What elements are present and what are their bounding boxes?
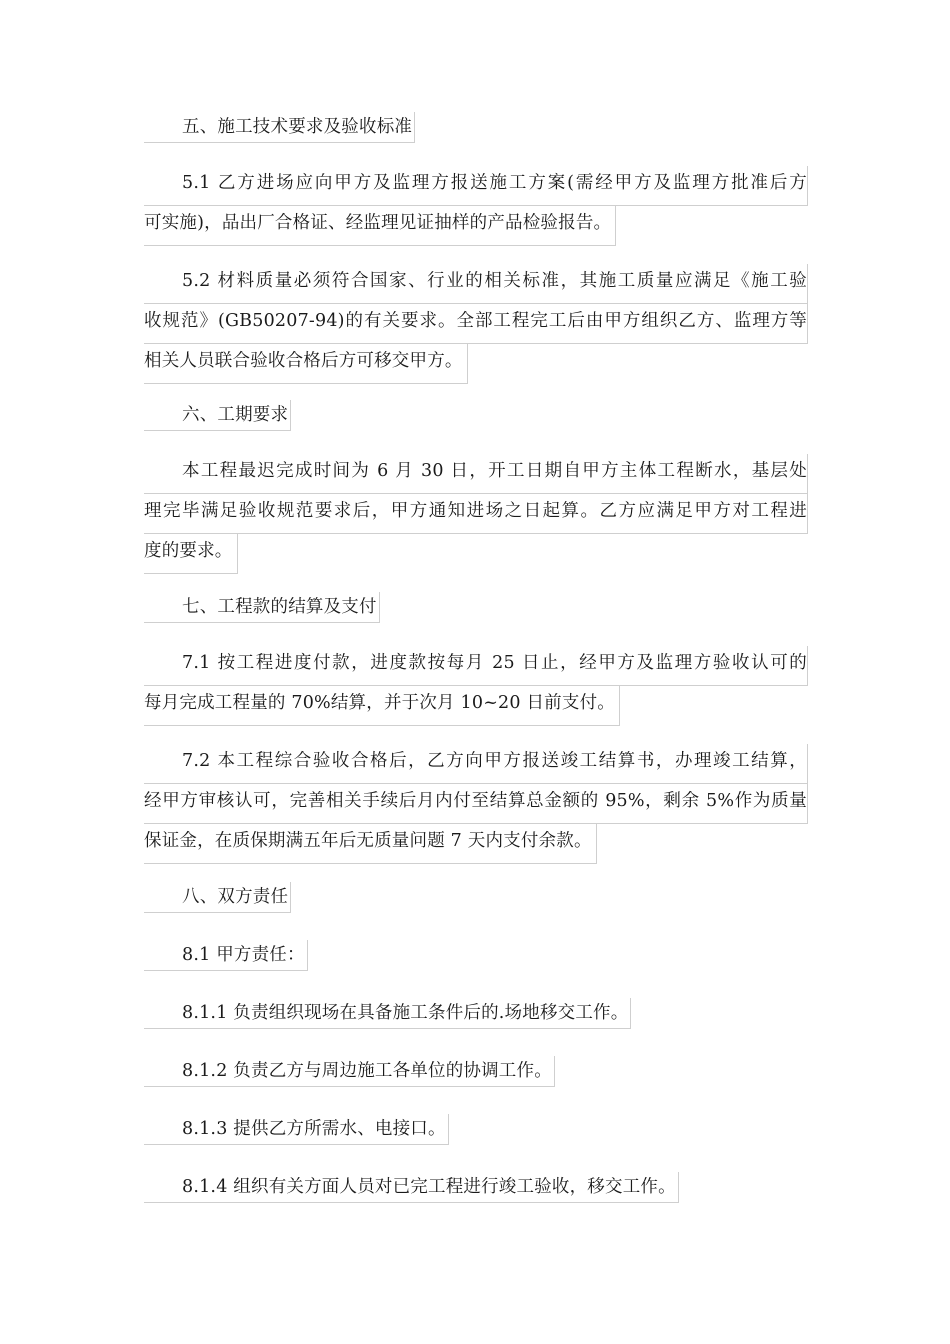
paragraph-7-2-line-3: 保证金，在质保期满五年后无质量问题 7 天内支付余款。 xyxy=(144,824,597,864)
section-7-heading-text: 七、工程款的结算及支付 xyxy=(182,597,377,617)
paragraph-5-1 xyxy=(144,166,808,251)
paragraph-5-2-line-1: 5.2 材料质量必须符合国家、行业的相关标准，其施工质量应满足《施工验 xyxy=(144,264,808,304)
clause-8-1-3-text: 8.1.3 提供乙方所需水、电接口。 xyxy=(182,1119,446,1139)
paragraph-7-2 xyxy=(144,744,808,869)
clause-8-1-3 xyxy=(144,1114,449,1145)
section-5-heading-text: 五、施工技术要求及验收标准 xyxy=(182,117,413,137)
clause-8-1-1 xyxy=(144,998,631,1029)
paragraph-6-line-2: 理完毕满足验收规范要求后，甲方通知进场之日起算。乙方应满足甲方对工程进 xyxy=(144,494,808,534)
section-6-heading xyxy=(144,400,291,431)
paragraph-5-2-line-2: 收规范》(GB50207-94)的有关要求。全部工程完工后由甲方组织乙方、监理方等 xyxy=(144,304,808,344)
clause-8-1 xyxy=(144,940,308,971)
paragraph-6-line-1: 本工程最迟完成时间为 6 月 30 日，开工日期自甲方主体工程断水，基层处 xyxy=(144,454,808,494)
paragraph-7-1-line-1: 7.1 按工程进度付款，进度款按每月 25 日止，经甲方及监理方验收认可的 xyxy=(144,646,808,686)
paragraph-5-1-line-1: 5.1 乙方进场应向甲方及监理方报送施工方案(需经甲方及监理方批准后方 xyxy=(144,166,808,206)
paragraph-6-line-3: 度的要求。 xyxy=(144,534,238,574)
section-7-heading xyxy=(144,592,380,623)
paragraph-5-2-line-3: 相关人员联合验收合格后方可移交甲方。 xyxy=(144,344,468,384)
clause-8-1-2 xyxy=(144,1056,555,1087)
section-5-heading xyxy=(144,112,415,143)
paragraph-5-1-line-2: 可实施)，品出厂合格证、经监理见证抽样的产品检验报告。 xyxy=(144,206,616,246)
paragraph-7-1-line-2: 每月完成工程量的 70%结算，并于次月 10~20 日前支付。 xyxy=(144,686,620,726)
paragraph-5-2 xyxy=(144,264,808,389)
paragraph-7-2-line-2: 经甲方审核认可，完善相关手续后月内付至结算总金额的 95%，剩余 5%作为质量 xyxy=(144,784,808,824)
clause-8-1-text: 8.1 甲方责任： xyxy=(182,945,305,965)
paragraph-7-2-line-1: 7.2 本工程综合验收合格后，乙方向甲方报送竣工结算书，办理竣工结算， xyxy=(144,744,808,784)
paragraph-6 xyxy=(144,454,808,579)
paragraph-7-1 xyxy=(144,646,808,731)
section-8-heading-text: 八、双方责任 xyxy=(182,887,289,907)
clause-8-1-1-text: 8.1.1 负责组织现场在具备施工条件后的.场地移交工作。 xyxy=(182,1003,629,1023)
section-8-heading xyxy=(144,882,291,913)
clause-8-1-4-text: 8.1.4 组织有关方面人员对已完工程进行竣工验收，移交工作。 xyxy=(182,1177,676,1197)
clause-8-1-2-text: 8.1.2 负责乙方与周边施工各单位的协调工作。 xyxy=(182,1061,552,1081)
section-6-heading-text: 六、工期要求 xyxy=(182,405,289,425)
clause-8-1-4 xyxy=(144,1172,679,1203)
